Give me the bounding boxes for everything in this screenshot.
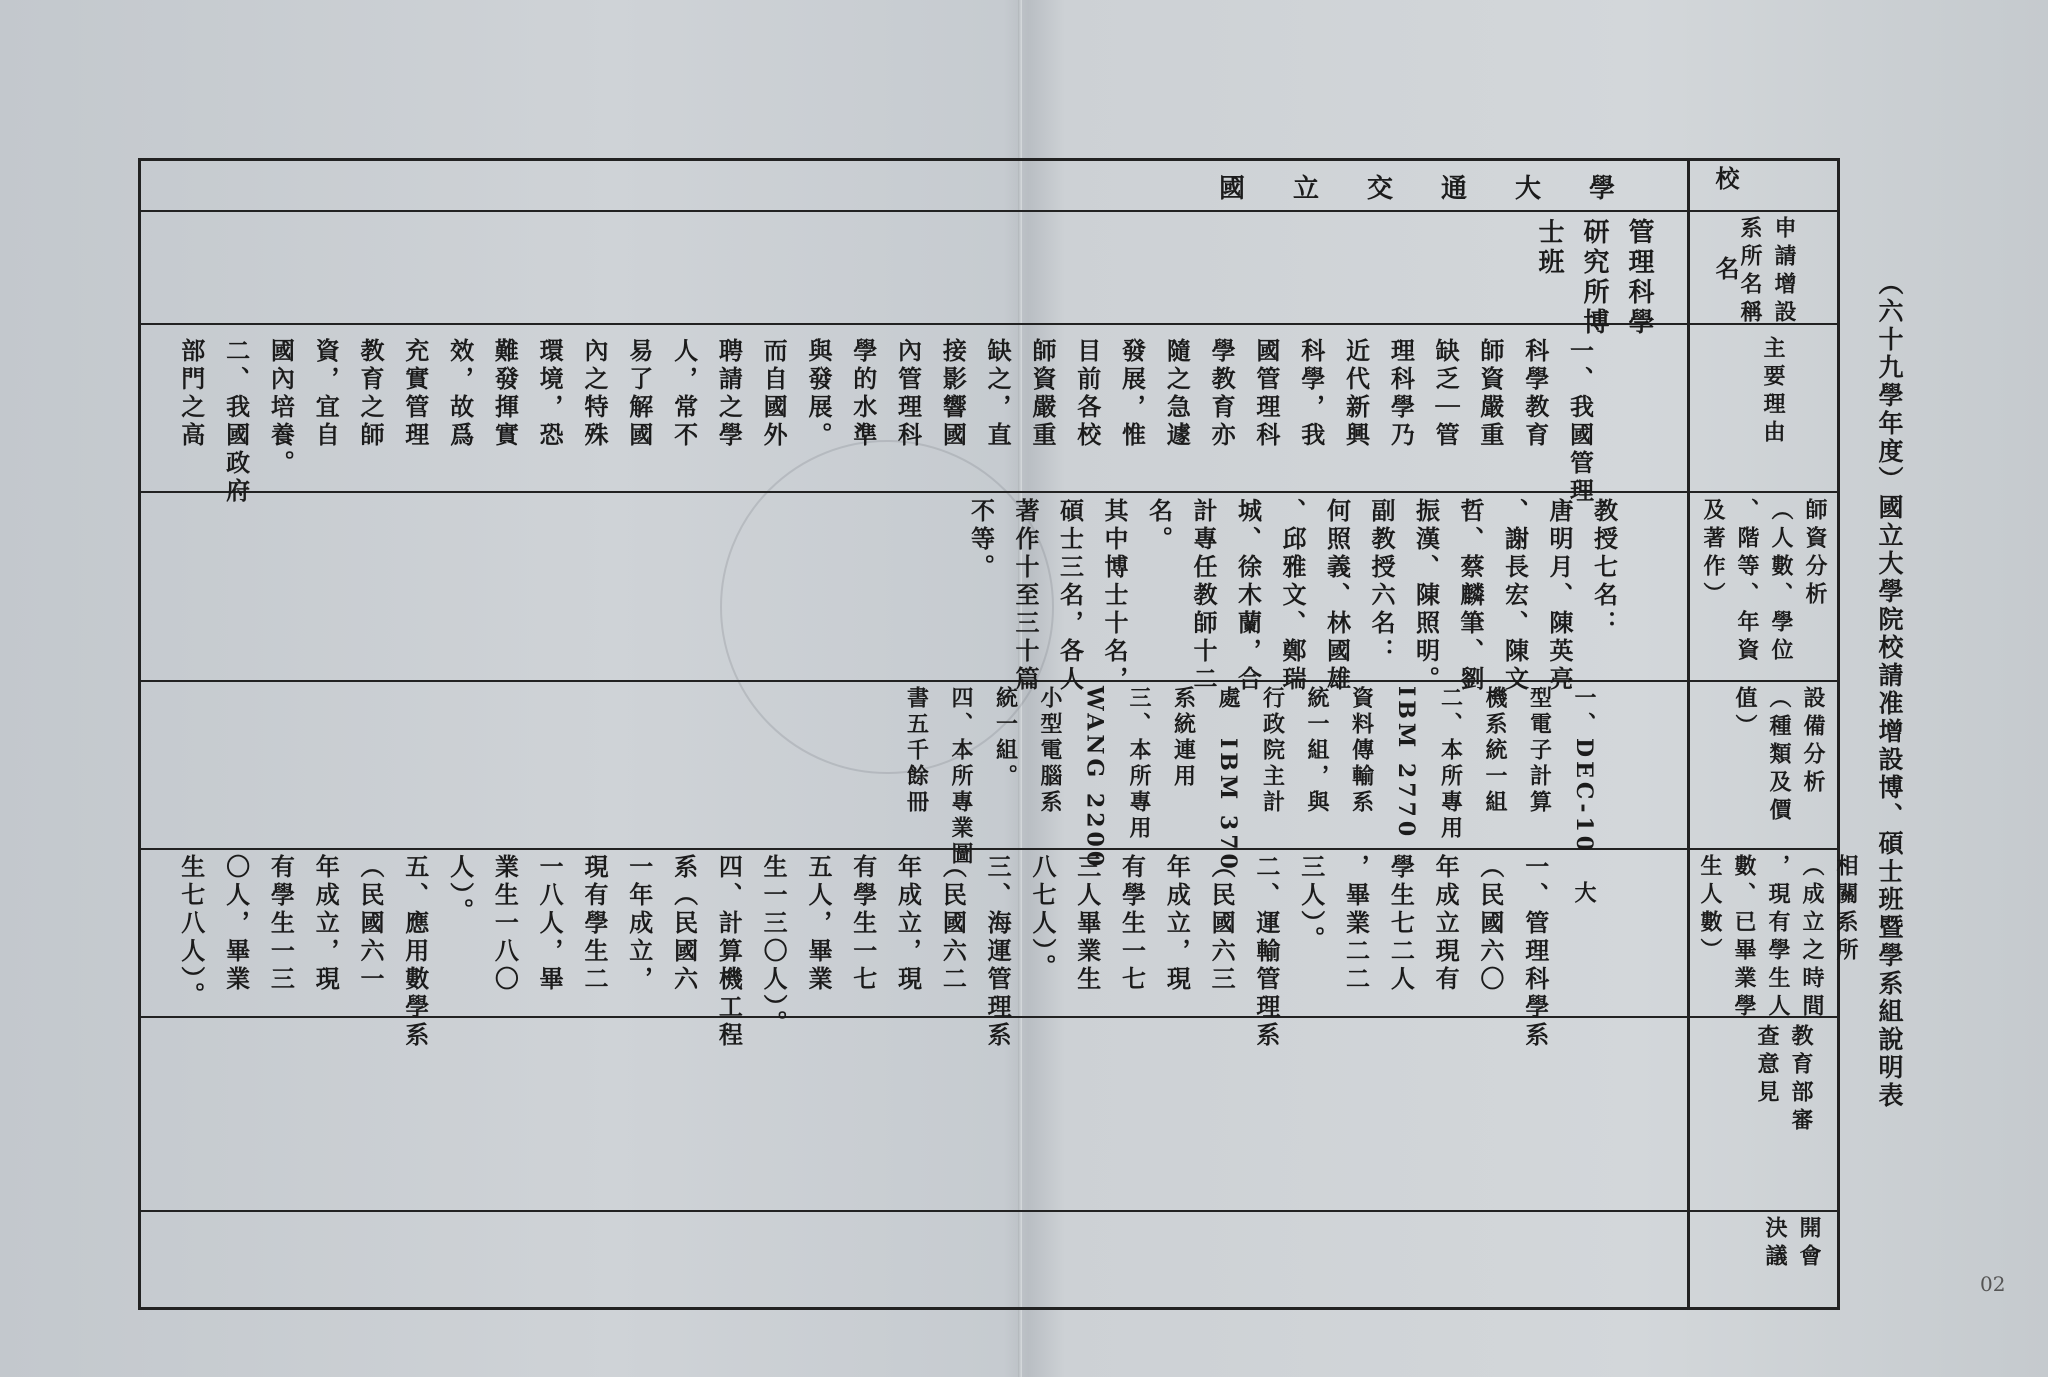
header-school-name: 校 名 xyxy=(1711,166,1740,286)
rule-header-column xyxy=(1687,158,1690,1310)
rule-top xyxy=(138,158,1840,161)
rule-after-school xyxy=(138,210,1840,212)
header-related-departments: 相關系所 （成立之時間 ，現有學生人 數、已畢業學 生人數） xyxy=(1697,854,1859,1022)
document-title: （六十九學年度）國立大學院校請准增設博、碩士班暨學系組說明表 xyxy=(1875,270,1904,1110)
school-name-value: 國立交通大學 xyxy=(1218,174,1663,204)
page-number: 02 xyxy=(1980,1272,2006,1296)
related-departments-value: 一、管理科學系 （民國六〇 年成立現有 學生七二人 ，畢業二二 三人）。 二、運輸管理系 （民國六三 年成立，現 有學生一七 三人畢業生 八七人）。 三、海運管理系 （民國六二 年成立，現 有學生一七 五人，畢業 生一三〇人）。 四、計算機工程 系（民國六 一年成立， 現有學生二 一八人，畢 業生一八〇 人）。 五、應用數學系 （民國六一 年成立，現 有學生一三 〇人，畢業 生七八人）。 xyxy=(176,854,1550,1050)
rule-bottom xyxy=(138,1307,1840,1310)
header-proposed-program: 申請增設 系所名稱 xyxy=(1737,216,1797,328)
header-moe-review: 教育部審 查意見 xyxy=(1754,1024,1814,1136)
header-meeting-resolution: 開會 決議 xyxy=(1762,1216,1822,1272)
equipment-analysis-value: 一、DEC-10 大 型電子計算 機系統一組 二、本所專用 IBM 2770 資料傳輸系 統一組，與 行政院主計 處 IBM 370 系統連用 三、本所專用 WANG 2200 小型電腦系 統一組。 四、本所專業圖 書五千餘冊 xyxy=(903,686,1597,908)
main-reasons-value: 一、我國管理 科學教育 師資嚴重 缺乏｜管 理科學乃 近代新興 科學，我 國管理科 學教育亦 隨之急遽 發展，惟 目前各校 師資嚴重 缺之，直 接影響國 內管理科 學的水準 與發展。 而自國外 聘請之學 人，常不 易了解國 內之特殊 環境，恐 難發揮實 效，故爲 充實管理 教育之師 資，宜自 國內培養。 二、我國政府 部門之高 xyxy=(176,338,1595,506)
rule-left xyxy=(138,158,141,1310)
form-table xyxy=(138,158,1859,1310)
faculty-analysis-value: 教授七名： 唐明月、陳英亮 、謝長宏、陳文 哲、蔡麟筆、劉 振漢、陳照明。 副教授六名： 何照義、林國雄 、邱雅文、鄭瑞 城、徐木蘭，合 計專任教師十二 名。 其中博士十名， 碩士三名，各人 著作十至三十篇 不等。 xyxy=(966,498,1619,694)
header-equipment-analysis: 設備分析 （種類及價 值） xyxy=(1732,686,1826,826)
proposed-program-value: 管理科學 研究所博 士班 xyxy=(1534,218,1654,338)
rule-after-review xyxy=(138,1210,1840,1212)
header-main-reasons: 主要理由 xyxy=(1760,336,1786,448)
header-faculty-analysis: 師資分析 （人數、學位 、階等、年資 及著作） xyxy=(1700,498,1828,666)
rule-right xyxy=(1837,158,1840,1310)
